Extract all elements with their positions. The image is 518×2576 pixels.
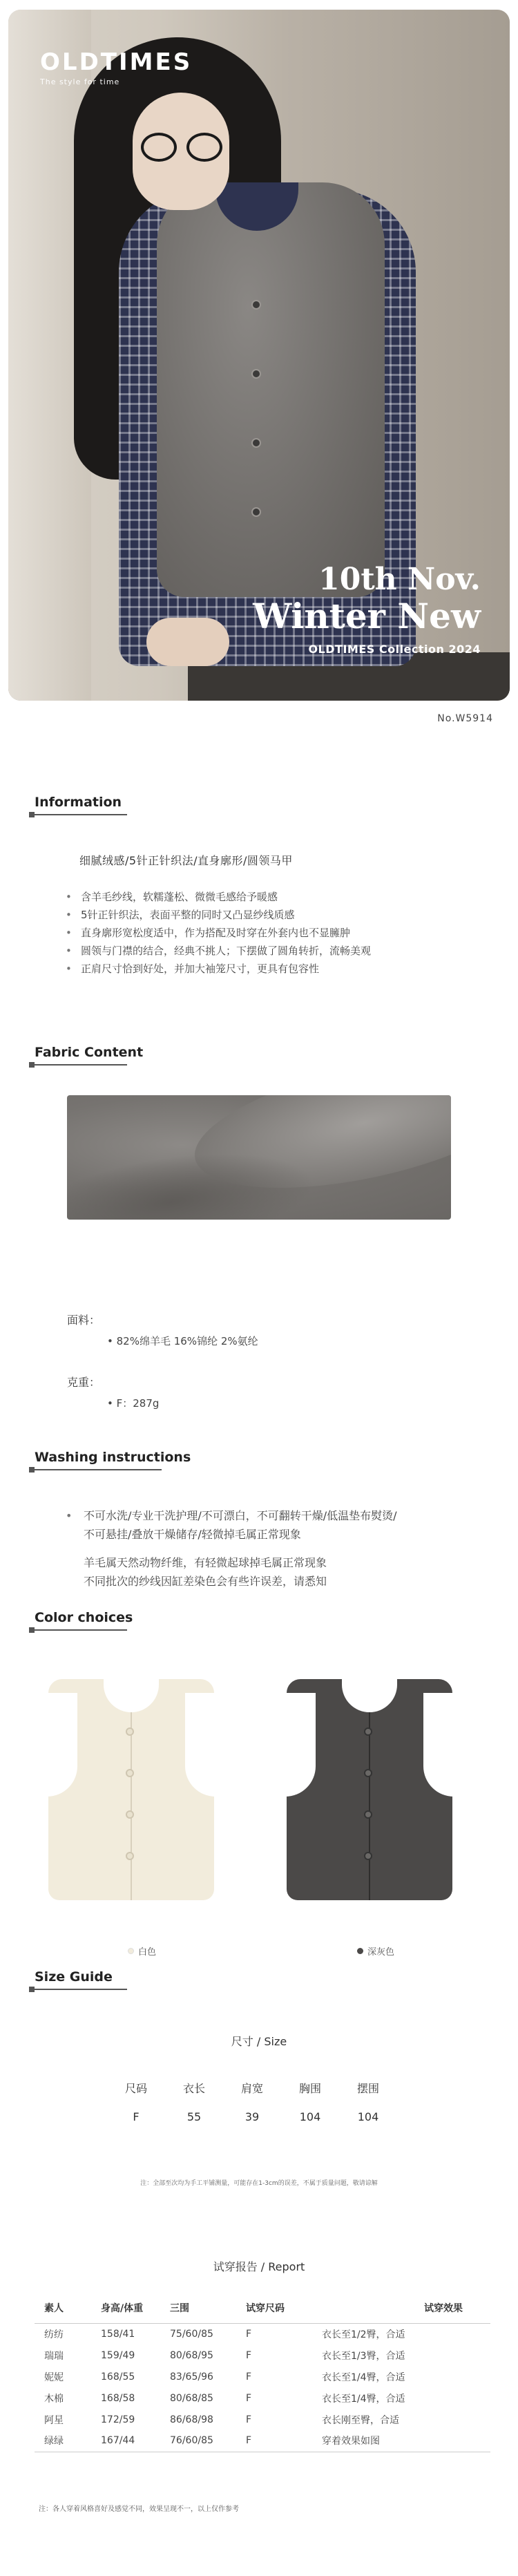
fabric-closeup-image — [67, 1095, 451, 1220]
table-cell: 167/44 — [91, 2430, 160, 2452]
size-table — [107, 2073, 397, 2131]
material-label: 面料： — [67, 1314, 101, 1327]
glasses-icon — [186, 133, 222, 162]
table-cell: 80/68/85 — [170, 2392, 213, 2404]
table-cell: 168/58 — [101, 2392, 135, 2404]
brand-logo — [40, 48, 192, 86]
table-cell: 妮妮 — [44, 2371, 64, 2383]
table-cell: 绿绿 — [35, 2430, 91, 2452]
table-header-cell: 胸围 — [298, 2081, 321, 2095]
table-cell: 阿星 — [44, 2414, 64, 2426]
table-cell: 159/49 — [101, 2349, 135, 2361]
table-cell: 76/60/85 — [160, 2430, 236, 2452]
vest-darkgray-image — [287, 1679, 452, 1900]
report-title: 试穿报告 / Report — [213, 2260, 305, 2273]
table-cell: 104 — [357, 2110, 379, 2123]
table-cell: 83/65/96 — [170, 2371, 213, 2383]
section-marker — [29, 1627, 35, 1633]
list-item: • 含羊毛纱线，软糯蓬松、微微毛感给予暖感 — [66, 888, 371, 906]
section-title: Size Guide — [35, 1969, 113, 1985]
hero-text — [253, 562, 481, 656]
table-cell: 75/60/85 — [170, 2328, 213, 2340]
table-cell: 55 — [186, 2110, 202, 2123]
table-row — [35, 2345, 490, 2366]
list-item: 不可悬挂/叠放干燥储存/轻微掉毛属正常现象 — [84, 1528, 301, 1541]
list-item: • 正肩尺寸恰到好处，并加大袖笼尺寸，更具有包容性 — [66, 960, 371, 978]
table-cell: 衣长至1/4臀，合适 — [322, 2393, 405, 2405]
table-cell: F — [133, 2110, 140, 2123]
section-heading-washing — [35, 1450, 191, 1465]
list-item: 不同批次的纱线因缸差染色会有些许误差，请悉知 — [84, 1575, 327, 1588]
section-title: Washing instructions — [35, 1450, 191, 1465]
brand-tagline: The style for time — [40, 77, 120, 86]
table-cell: 158/41 — [101, 2328, 135, 2340]
table-row — [35, 2430, 490, 2452]
weight-value: • F：287g — [107, 1397, 160, 1410]
table-header-row — [107, 2073, 397, 2102]
table-header-cell: 肩宽 — [240, 2081, 263, 2095]
color-caption-white — [128, 1944, 156, 1958]
vest-button — [251, 438, 261, 448]
table-row — [107, 2102, 397, 2131]
table-cell: 衣长至1/4臀，合适 — [322, 2371, 405, 2383]
model-number: No.W5914 — [437, 713, 493, 724]
table-cell: 木棉 — [44, 2393, 64, 2405]
table-cell: 86/68/98 — [170, 2414, 213, 2425]
model-vest — [157, 182, 385, 597]
vest-white-image — [48, 1679, 214, 1900]
section-title: Fabric Content — [35, 1045, 144, 1060]
table-cell: 104 — [299, 2110, 321, 2123]
table-cell: 瑞瑞 — [44, 2350, 64, 2362]
section-heading-fabric — [35, 1045, 143, 1060]
feature-list — [66, 888, 371, 978]
hero-date: 10th Nov. — [318, 562, 481, 597]
table-cell: 39 — [244, 2110, 260, 2123]
table-row — [35, 2387, 490, 2409]
hero-title: Winter New — [253, 596, 481, 636]
color-swatch-darkgray[interactable] — [266, 1679, 473, 1914]
table-cell: 衣长至1/2臀，合适 — [322, 2329, 405, 2340]
list-item: • 5针正针织法，表面平整的同时又凸显纱线质感 — [66, 906, 371, 924]
table-cell: 168/55 — [101, 2371, 135, 2383]
table-header-row — [35, 2293, 490, 2323]
list-item: • 圆领与门襟的结合，经典不挑人；下摆做了圆角转折，流畅美观 — [66, 942, 371, 960]
product-subtitle: 细腻绒感/5针正针织法/直身廓形/圆领马甲 — [79, 854, 293, 867]
report-table — [35, 2293, 490, 2452]
size-note: 注：全部至次均为手工平铺测量，可能存在1-3cm的误差，不属于质量问题，敬请谅解 — [140, 2180, 378, 2187]
table-cell: F — [246, 2414, 252, 2425]
color-dot-icon — [357, 1948, 363, 1954]
size-table-title: 尺寸 / Size — [231, 2035, 287, 2048]
section-title: Information — [35, 795, 122, 810]
table-header-cell: 三围 — [160, 2293, 236, 2323]
washing-list — [66, 1506, 397, 1591]
section-heading-size — [35, 1969, 113, 1985]
section-underline — [30, 1064, 127, 1066]
table-header-cell: 试穿尺码 — [236, 2293, 312, 2323]
table-cell: 穿着效果如图 — [312, 2430, 490, 2452]
table-header-cell: 衣长 — [182, 2081, 205, 2095]
table-cell: 172/59 — [101, 2414, 135, 2425]
color-swatch-white[interactable] — [28, 1679, 235, 1914]
table-cell: 衣长刚至臀，合适 — [322, 2414, 399, 2426]
section-marker — [29, 1987, 35, 1992]
list-item: 羊毛属天然动物纤维，有轻微起球掉毛属正常现象 — [84, 1556, 327, 1569]
glasses-icon — [141, 133, 177, 162]
vest-button — [251, 300, 261, 310]
table-cell: F — [246, 2371, 252, 2383]
section-marker — [29, 1062, 35, 1068]
hero-banner — [8, 10, 510, 701]
section-underline — [30, 814, 127, 815]
table-cell: F — [246, 2392, 252, 2404]
material-value: • 82%绵羊毛 16%锦纶 2%氨纶 — [107, 1335, 258, 1347]
table-cell: 衣长至1/3臀，合适 — [322, 2350, 405, 2362]
table-cell: 80/68/95 — [170, 2349, 213, 2361]
vest-button — [251, 507, 261, 517]
list-item: • 不可水洗/专业干洗护理/不可漂白，不可翻转干燥/低温垫布熨烫/ — [66, 1506, 397, 1525]
section-underline — [30, 1629, 127, 1631]
section-underline — [30, 1469, 162, 1470]
section-title: Color choices — [35, 1610, 133, 1625]
model-hand — [146, 618, 229, 666]
table-header-cell: 素人 — [35, 2293, 91, 2323]
table-row — [35, 2323, 490, 2345]
color-caption-darkgray — [357, 1944, 394, 1958]
color-name: 白色 — [138, 1947, 157, 1958]
weight-label: 克重： — [67, 1376, 101, 1389]
table-cell: F — [236, 2430, 312, 2452]
brand-name: OLDTIMES — [40, 48, 193, 76]
section-marker — [29, 1467, 35, 1472]
hero-collection: OLDTIMES Collection 2024 — [308, 643, 481, 656]
report-note: 注：各人穿着风格喜好及感觉不同，效果呈现不一，以上仅作参考 — [39, 2506, 239, 2513]
section-underline — [30, 1989, 127, 1990]
section-marker — [29, 812, 35, 817]
table-header-cell: 身高/体重 — [91, 2293, 160, 2323]
section-heading-colors — [35, 1610, 133, 1625]
table-header-cell: 尺码 — [124, 2081, 147, 2095]
table-row — [35, 2409, 490, 2430]
table-cell: 纺纺 — [44, 2329, 64, 2340]
list-item: • 直身廓形宽松度适中，作为搭配及时穿在外套内也不显臃肿 — [66, 924, 371, 942]
table-header-cell: 摆围 — [356, 2081, 379, 2095]
vest-button — [251, 369, 261, 379]
table-cell: F — [246, 2349, 252, 2361]
color-dot-icon — [128, 1948, 134, 1954]
table-cell: F — [246, 2328, 252, 2340]
table-row — [35, 2366, 490, 2387]
color-name: 深灰色 — [367, 1947, 395, 1958]
list-spacer — [66, 1544, 397, 1553]
table-header-cell: 试穿效果 — [312, 2293, 490, 2323]
section-heading-information — [35, 795, 122, 810]
